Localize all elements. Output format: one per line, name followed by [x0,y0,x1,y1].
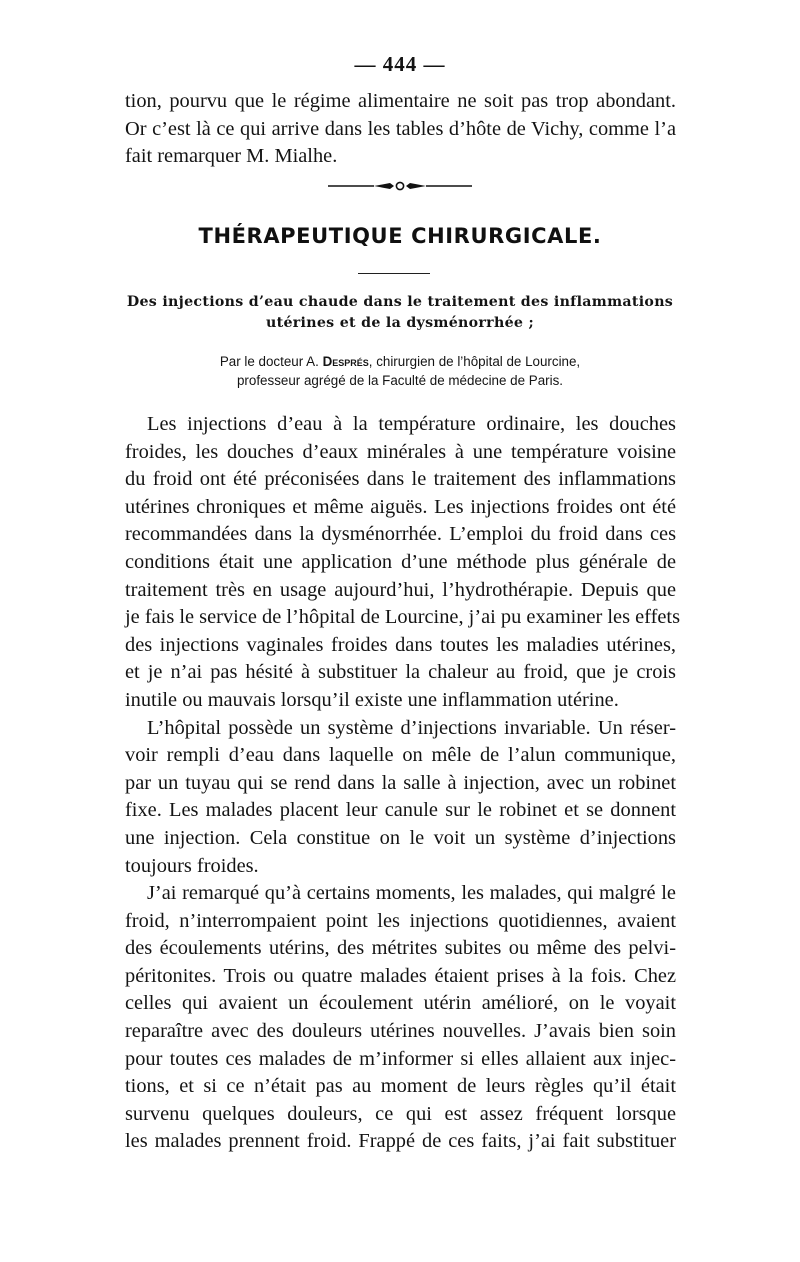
section-title: THÉRAPEUTIQUE CHIRURGICALE. [198,224,602,248]
byline-line-1 [120,352,680,371]
text-line: froides, les douches d’eaux minérales à une température voisine [125,440,676,463]
text-line: des injections vaginales froides dans toutes les maladies utérines, [125,633,676,656]
text-line: Les injections d’eau à la température ordinaire, les douches [147,413,676,435]
text-line: et je n’ai pas hésité à substituer la chaleur au froid, que je crois [125,661,676,684]
text-line: les malades prennent froid. Frappé de ces faits, j’ai fait substituer [125,1130,676,1153]
title-rule [358,273,430,274]
text-line: utérines chroniques et même aiguës. Les injections froides ont été [125,495,676,518]
text-line: froid, n’interrompaient point les injections quotidiennes, avaient [125,909,676,932]
text-line: pour toutes ces malades de m’informer si elles allaient aux injec- [125,1047,676,1070]
text-line: je fais le service de l’hôpital de Lourcine, j’ai pu examiner les effets [125,606,681,629]
text-line: traitement très en usage aujourd’hui, l’hydrothérapie. Depuis que [125,578,676,601]
text-line: survenu quelques douleurs, ce qui est assez fréquent lorsque [125,1102,676,1125]
text-line: tion, pourvu que le régime alimentaire ne soit pas trop abondant. [125,90,676,112]
body-text [125,411,681,1156]
page-number: — 444 — [354,52,446,76]
text-line: tions, et si ce n’était pas au moment de leurs règles qu’il était [125,1075,676,1098]
text-line: fait remarquer M. Mialhe. [125,145,338,168]
text-line: une injection. Cela constitue on le voit un système d’injections [125,826,676,849]
text-line: Or c’est là ce qui arrive dans les tables d’hôte de Vichy, comme l’a [125,117,676,140]
article-byline [120,352,680,390]
text-line: reparaître avec des douleurs utérines nouvelles. J’avais bien soin [125,1020,676,1043]
text-line: péritonites. Trois ou quatre malades étaient prises à la fois. Chez [125,964,676,987]
article-title [120,292,680,334]
article-title-line: utérines et de la dysménorrhée ; [265,315,535,331]
text-line: L’hôpital possède un système d’injections invariable. Un réser- [147,716,676,739]
text-line: du froid ont été préconisées dans le traitement des inflammations [125,468,676,491]
byline-affiliation: , chirurgien de l’hôpital de Lourcine, [368,354,581,369]
text-line: inutile ou mauvais lorsqu’il existe une inflammation utérine. [125,688,619,711]
byline-line-2: professeur agrégé de la Faculté de médecine de Paris. [236,373,564,388]
text-line: recommandées dans la dysménorrhée. L’emploi du froid dans ces [125,523,676,546]
byline-prefix: Par le docteur A. [219,354,319,369]
text-line: par un tuyau qui se rend dans la salle à injection, avec un robinet [125,771,676,794]
text-line: conditions était une application d’une méthode plus générale de [125,550,676,573]
ornament-divider [328,179,472,193]
byline-author: Després [322,354,369,369]
text-line: toujours froides. [125,854,259,877]
text-line: J’ai remarqué qu’à certains moments, les malades, qui malgré le [147,882,676,905]
article-title-line: Des injections d’eau chaude dans le traitement des inflammations [126,294,674,310]
text-line: voir rempli d’eau dans laquelle on mêle de l’alun communique, [125,744,676,767]
continuation-text [125,88,676,171]
text-line: celles qui avaient un écoulement utérin amélioré, on le voyait [125,992,676,1015]
text-line: fixe. Les malades placent leur canule sur le robinet et se donnent [125,799,676,822]
text-line: des écoulements utérins, des métrites subites ou même des pelvi- [125,937,676,960]
